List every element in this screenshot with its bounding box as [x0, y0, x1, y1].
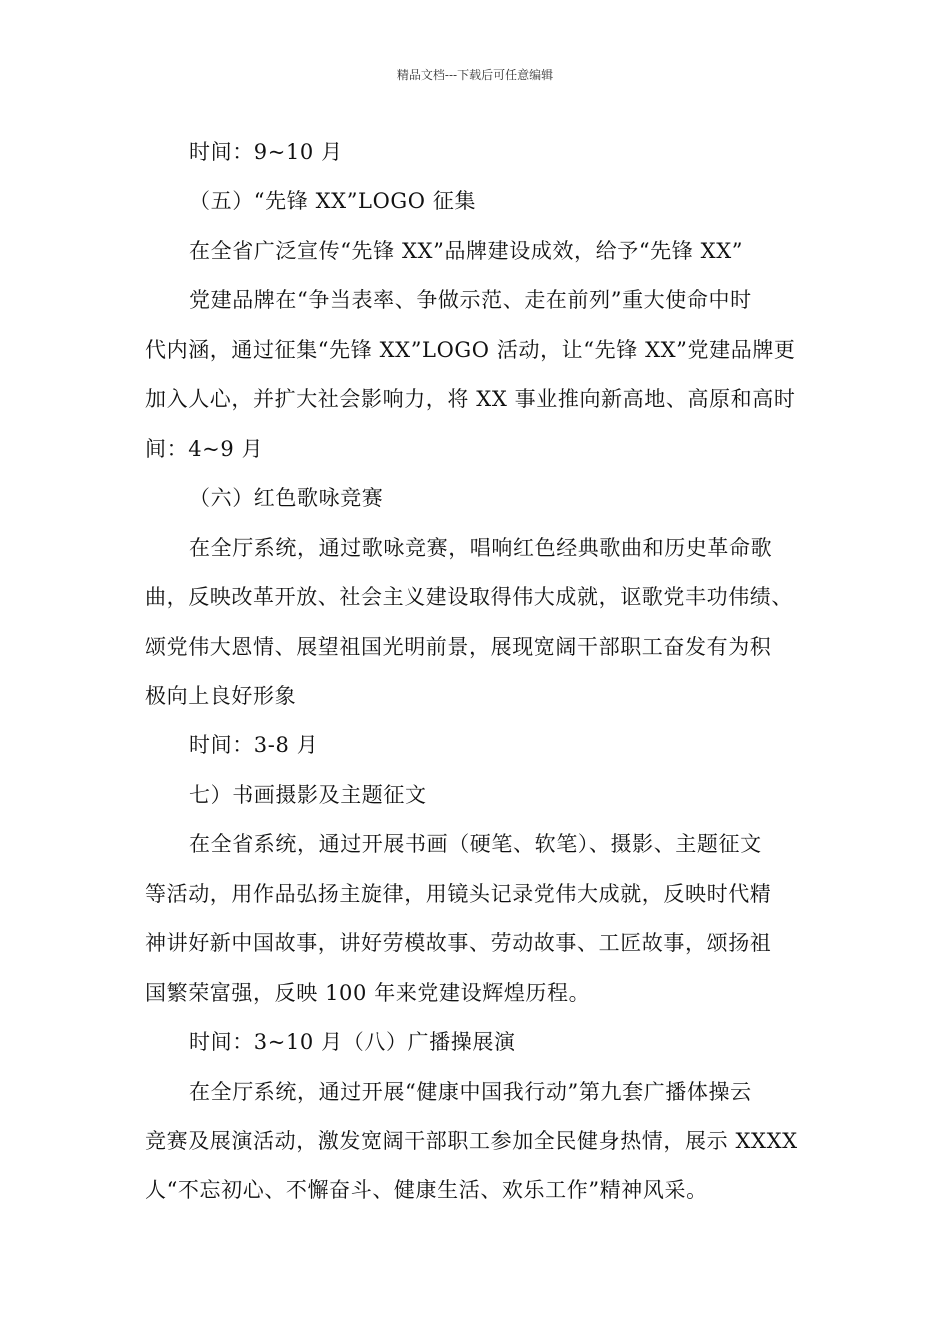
- text-line: 七）书画摄影及主题征文: [189, 782, 427, 807]
- text-line: 时间：3~10 月（八）广播操展演: [189, 1030, 516, 1055]
- text-line: 代内涵，通过征集“先锋 XX”LOGO 活动，让“先锋 XX”党建品牌更: [145, 337, 796, 362]
- text-line: 曲，反映改革开放、社会主义建设取得伟大成就，讴歌党丰功伟绩、: [145, 585, 793, 610]
- text-line: 党建品牌在“争当表率、争做示范、走在前列”重大使命中时: [189, 288, 752, 313]
- text-line: 在全省系统，通过开展书画（硬笔、软笔）、摄影、主题征文: [189, 832, 762, 857]
- text-line: 等活动，用作品弘扬主旋律，用镜头记录党伟大成就，反映时代精: [145, 881, 772, 906]
- text-line: 国繁荣富强，反映 100 年来党建设辉煌历程。: [145, 980, 591, 1005]
- text-line: （六）红色歌咏竞赛: [189, 486, 384, 511]
- header-note: 精品文档---下载后可任意编辑: [396, 68, 554, 82]
- text-line: 在全厅系统，通过开展“健康中国我行动”第九套广播体操云: [189, 1079, 752, 1104]
- text-line: 在全厅系统，通过歌咏竞赛，唱响红色经典歌曲和历史革命歌: [189, 535, 773, 560]
- text-line: 神讲好新中国故事，讲好劳模故事、劳动故事、工匠故事，颂扬祖: [145, 931, 772, 956]
- text-line: 极向上良好形象: [145, 683, 297, 708]
- text-line: 人“不忘初心、不懈奋斗、健康生活、欢乐工作”精神风采。: [145, 1178, 708, 1203]
- text-line: 颂党伟大恩情、展望祖国光明前景，展现宽阔干部职工奋发有为积: [145, 634, 772, 659]
- text-line: 间：4~9 月: [145, 436, 264, 461]
- text-line: （五）“先锋 XX”LOGO 征集: [189, 189, 477, 214]
- text-line: 时间：3-8 月: [189, 733, 319, 758]
- text-line: 时间：9~10 月: [189, 140, 343, 164]
- text-line: 在全省广泛宣传“先锋 XX”品牌建设成效，给予“先锋 XX”: [189, 238, 744, 263]
- text-line: 加入人心，并扩大社会影响力，将 XX 事业推向新高地、高原和高时: [145, 387, 796, 412]
- text-line: 竞赛及展演活动，激发宽阔干部职工参加全民健身热情，展示 XXXX: [145, 1129, 798, 1153]
